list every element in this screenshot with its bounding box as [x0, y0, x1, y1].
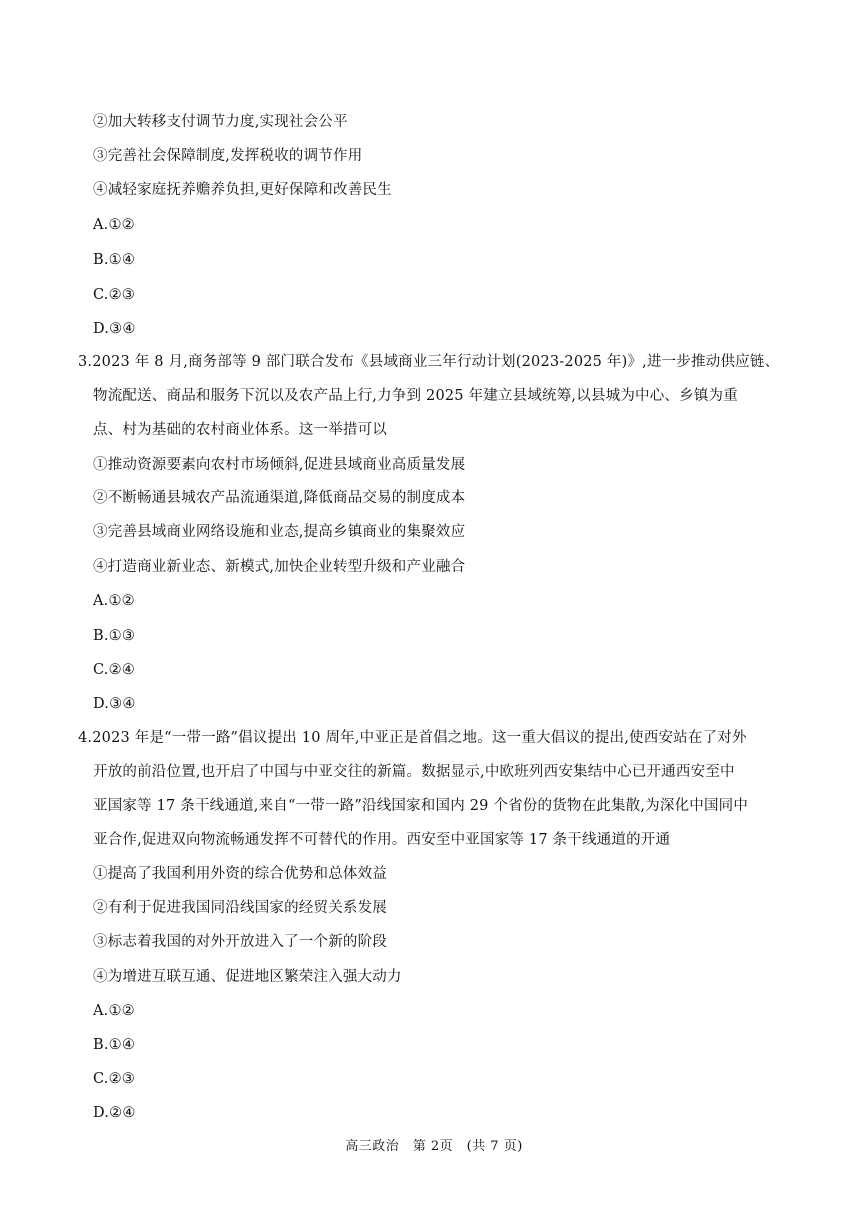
- q3-stem-line-3: 点、村为基础的农村商业体系。这一举措可以: [93, 422, 387, 438]
- q4-option-3: ③标志着我国的对外开放进入了一个新的阶段: [93, 934, 387, 950]
- q3-choice-b: B.①③: [93, 628, 136, 644]
- q2-option-4: ④减轻家庭抚养赡养负担,更好保障和改善民生: [93, 182, 392, 198]
- q4-stem-line-4: 亚合作,促进双向物流畅通发挥不可替代的作用。西安至中亚国家等 17 条干线通道的开通: [93, 832, 671, 848]
- q4-option-1: ①提高了我国利用外资的综合优势和总体效益: [93, 866, 387, 882]
- q4-choice-d: D.②④: [93, 1105, 136, 1121]
- q3-stem-line-1: 3.2023 年 8 月,商务部等 9 部门联合发布《县域商业三年行动计划(2023-2025 年)》,进一步推动供应链、: [78, 354, 780, 370]
- page-footer: 高三政治 第 2页 (共 7 页): [345, 1139, 523, 1154]
- q4-stem-line-2: 开放的前沿位置,也开启了中国与中亚交往的新篇。数据显示,中欧班列西安集结中心已开通西安至中: [93, 764, 735, 780]
- q2-option-2: ②加大转移支付调节力度,实现社会公平: [93, 114, 348, 130]
- q4-choice-a: A.①②: [93, 1003, 135, 1019]
- q4-choice-c: C.②③: [93, 1071, 135, 1087]
- q4-option-4: ④为增进互联互通、促进地区繁荣注入强大动力: [93, 969, 402, 985]
- q4-option-2: ②有利于促进我国同沿线国家的经贸关系发展: [93, 900, 387, 916]
- q3-option-2: ②不断畅通县城农产品流通渠道,降低商品交易的制度成本: [93, 490, 466, 506]
- q2-choice-d: D.③④: [93, 321, 136, 337]
- q2-choice-c: C.②③: [93, 287, 135, 303]
- q4-stem-line-1: 4.2023 年是“一带一路”倡议提出 10 周年,中亚正是首倡之地。这一重大倡议的提出,使西安站在了对外: [78, 730, 747, 746]
- q2-choice-b: B.①④: [93, 252, 136, 268]
- q2-option-3: ③完善社会保障制度,发挥税收的调节作用: [93, 148, 363, 164]
- q3-choice-c: C.②④: [93, 662, 135, 678]
- q3-option-1: ①推动资源要素向农村市场倾斜,促进县域商业高质量发展: [93, 457, 466, 473]
- q4-stem-line-3: 亚国家等 17 条干线通道,来自“一带一路”沿线国家和国内 29 个省份的货物在此集散,为深化中国同中: [93, 798, 749, 814]
- q3-option-4: ④打造商业新业态、新模式,加快企业转型升级和产业融合: [93, 559, 466, 575]
- q3-choice-a: A.①②: [93, 593, 135, 609]
- q3-stem-line-2: 物流配送、商品和服务下沉以及农产品上行,力争到 2025 年建立县域统筹,以县城为中心、乡镇为重: [93, 388, 738, 404]
- q2-choice-a: A.①②: [93, 217, 135, 233]
- q3-choice-d: D.③④: [93, 696, 136, 712]
- q3-option-3: ③完善县域商业网络设施和业态,提高乡镇商业的集聚效应: [93, 524, 466, 540]
- q4-choice-b: B.①④: [93, 1037, 136, 1053]
